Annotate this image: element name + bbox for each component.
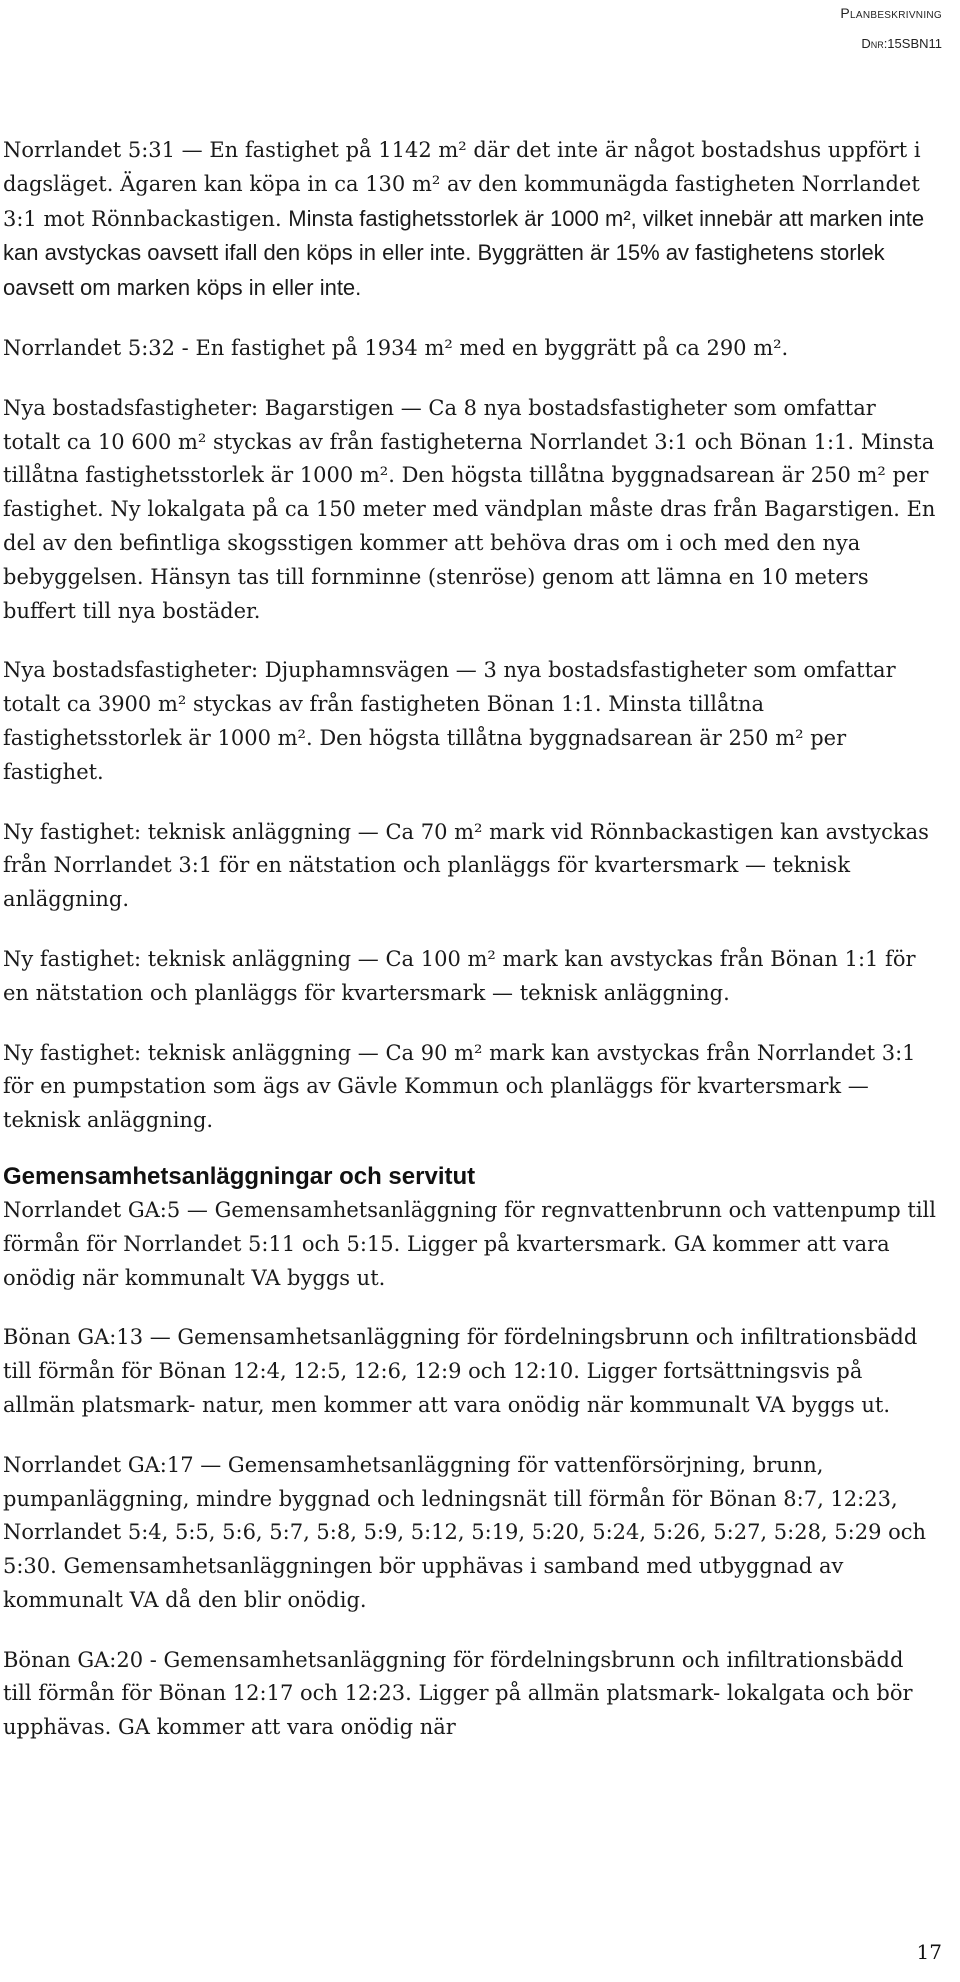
document-type-label: Planbeskrivning	[840, 5, 942, 21]
paragraph-norrlandet-5-31	[3, 134, 938, 306]
paragraph-norrlandet-5-32: Norrlandet 5:32 - En fastighet på 1934 m² med en byggrätt på ca 290 m².	[3, 335, 789, 360]
document-number: Dnr:15SBN11	[861, 36, 942, 51]
paragraph-sans-part: Minsta fastighetsstorlek är 1000 m², vilket innebär att marken inte kan avstyckas oavsett ifall den köps in eller inte. Byggrätten är 15% av fastighetens storlek oavsett om marken köps in eller inte.	[3, 205, 925, 301]
paragraph-ga-5: Norrlandet GA:5 — Gemensamhetsanläggning för regnvattenbrunn och vattenpump till förmån för Norrlandet 5:11 och 5:15. Ligger på kvartersmark. GA kommer att vara onödig när kommunalt VA byggs ut.	[3, 1197, 936, 1290]
paragraph-teknisk-anlaggning-3: Ny fastighet: teknisk anläggning — Ca 90 m² mark kan avstyckas från Norrlandet 3:1 för en pumpstation som ägs av Gävle Kommun och planläggs för kvartersmark — teknisk anläggning.	[3, 1040, 916, 1133]
section-heading: Gemensamhetsanläggningar och servitut	[3, 1162, 476, 1190]
paragraph-bagarstigen: Nya bostadsfastigheter: Bagarstigen — Ca 8 nya bostadsfastigheter som omfattar totalt ca 10 600 m² styckas av från fastigheterna Norrlandet 3:1 och Bönan 1:1. Minsta tillåtna fastighetsstorlek är 1000 m². Den högsta tillåtna byggnadsarean är 250 m² per fastighet. Ny lokalgata på ca 150 meter med vändplan måste dras från Bagarstigen. En del av den befintliga skogsstigen kommer att behöva dras om i och med den nya bebyggelsen. Hänsyn tas till fornminne (stenröse) genom att lämna en 10 meters buffert till nya bostäder.	[3, 395, 936, 623]
paragraph-ga-13: Bönan GA:13 — Gemensamhetsanläggning för fördelningsbrunn och infiltrationsbädd till förmån för Bönan 12:4, 12:5, 12:6, 12:9 och 12:10. Ligger fortsättningsvis på allmän platsmark- natur, men kommer att vara onödig när kommunalt VA byggs ut.	[3, 1325, 918, 1417]
paragraph-teknisk-anlaggning-2: Ny fastighet: teknisk anläggning — Ca 100 m² mark kan avstyckas från Bönan 1:1 för en nätstation och planläggs för kvartersmark — teknisk anläggning.	[3, 946, 916, 1005]
page-number: 17	[916, 1940, 942, 1964]
paragraph-ga-17: Norrlandet GA:17 — Gemensamhetsanläggning för vattenförsörjning, brunn, pumpanläggning, mindre byggnad och ledningsnät till förmån för Bönan 8:7, 12:23, Norrlandet 5:4, 5:5, 5:6, 5:7, 5:8, 5:9, 5:12, 5:19, 5:20, 5:24, 5:26, 5:27, 5:28, 5:29 och 5:30. Gemensamhetsanläggningen bör upphävas i samband med utbyggnad av kommunalt VA då den blir onödig.	[3, 1452, 927, 1612]
paragraph-serif-part: Norrlandet 5:31 — En fastighet på 1142 m² där det inte är något bostadshus uppfört i dagsläget. Ägaren kan köpa in ca 130 m² av den kommunägda fastigheten Norrlandet 3:1 mot Rönnbackastigen.	[3, 138, 921, 231]
paragraph-ga-20: Bönan GA:20 - Gemensamhetsanläggning för fördelningsbrunn och infiltrationsbädd till förmån för Bönan 12:17 och 12:23. Ligger på allmän platsmark- lokalgata och bör upphävas. GA kommer att vara onödig när	[3, 1647, 913, 1740]
paragraph-djuphamnsvagen: Nya bostadsfastigheter: Djuphamnsvägen — 3 nya bostadsfastigheter som omfattar totalt ca 3900 m² styckas av från fastigheten Bönan 1:1. Minsta tillåtna fastighetsstorlek är 1000 m². Den högsta tillåtna byggnadsarean är 250 m² per fastighet.	[3, 658, 896, 784]
paragraph-teknisk-anlaggning-1: Ny fastighet: teknisk anläggning — Ca 70 m² mark vid Rönnbackastigen kan avstyckas från Norrlandet 3:1 för en nätstation och planläggs för kvartersmark — teknisk anläggning.	[3, 819, 929, 912]
document-body	[3, 134, 938, 1745]
